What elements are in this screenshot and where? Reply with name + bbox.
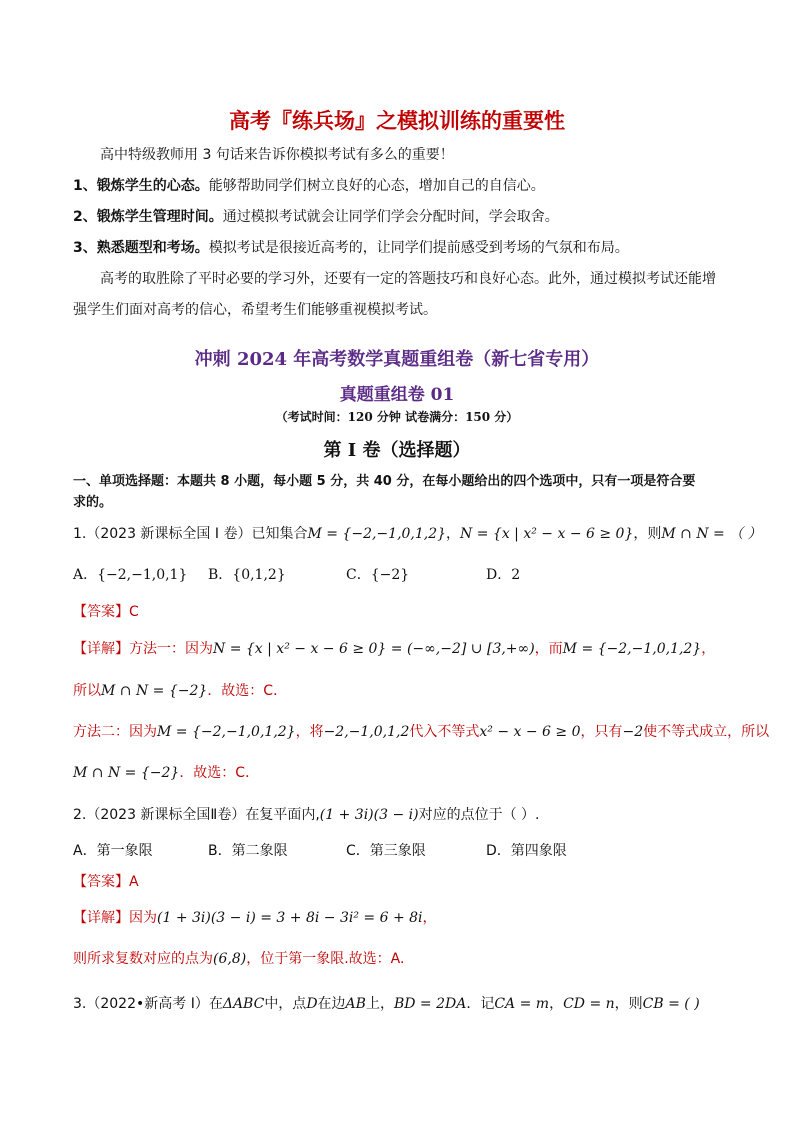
q1-answer <box>73 601 139 623</box>
q2-option-c: C．第三象限 <box>346 843 426 859</box>
answer-tag: 【答案】 <box>73 604 129 620</box>
intro-point-2 <box>73 206 559 228</box>
intro-closing-line1: 高考的取胜除了平时必要的学习外，还要有一定的答题技巧和良好心态。此外，通过模拟考试还能增 <box>100 271 716 287</box>
exam-title: 冲刺 2024 年高考数学真题重组卷（新七省专用） <box>194 349 600 370</box>
q2-detail-line1: 【详解】因为(1 + 3i)(3 − i) = 3 + 8i − 3i² = 6 + 8i， <box>73 910 437 926</box>
q1-detail-line1: 【详解】方法一：因为N = {x | x² − x − 6 ≥ 0} = (−∞,−2] ∪ [3,+∞)，而M = {−2,−1,0,1,2}， <box>73 641 716 657</box>
math-expr: M ∩ N = （ ） <box>661 526 762 542</box>
intro-lead: 高中特级教师用 3 句话来告诉你模拟考试有多么的重要！ <box>100 147 454 163</box>
q2-answer: 【答案】A <box>73 874 139 890</box>
q1-option-a: A．{−2,−1,0,1} <box>73 567 188 583</box>
q2-detail-line2: 则所求复数对应的点为(6,8)，位于第一象限.故选：A. <box>73 951 405 967</box>
point-head: 2、锻炼学生管理时间。 <box>73 209 223 225</box>
q-text: 1.（2023 新课标全国 I 卷）已知集合 <box>73 526 308 542</box>
q2-option-a: A．第一象限 <box>73 843 153 859</box>
intro-title: 高考『练兵场』之模拟训练的重要性 <box>229 109 565 133</box>
question-3-stem: 3.（2022•新高考 I）在ΔABC中，点D在边AB上，BD = 2DA．记CA = m，CD = n，则CB = ( ) <box>73 996 700 1012</box>
q1-option-b: B．{0,1,2} <box>208 567 286 583</box>
q1-detail-line3: 方法二：因为M = {−2,−1,0,1,2}，将−2,−1,0,1,2代入不等式x² − x − 6 ≥ 0，只有−2使不等式成立，所以 <box>73 724 770 740</box>
intro-point-3 <box>73 237 629 259</box>
q-text: ，则 <box>633 526 662 542</box>
answer-value: C <box>129 604 139 620</box>
point-text: 模拟考试是很接近高考的，让同学们提前感受到考场的气氛和布局。 <box>208 240 629 256</box>
exam-info: （考试时间：120 分钟 试卷满分：150 分） <box>275 410 519 424</box>
math-expr: N = {x | x² − x − 6 ≥ 0} <box>460 526 634 542</box>
question-1-stem: 1.（2023 新课标全国 I 卷）已知集合M = {−2,−1,0,1,2}，N = {x | x² − x − 6 ≥ 0}，则M ∩ N = （ ） <box>73 526 762 542</box>
section-heading-line2: 求的。 <box>73 495 113 510</box>
question-2-stem: 2.（2023 新课标全国Ⅱ卷）在复平面内,(1 + 3i)(3 − i)对应的点位于（ ）. <box>73 807 540 823</box>
point-text: 通过模拟考试就会让同学们学会分配时间，学会取舍。 <box>222 209 559 225</box>
intro-closing-line2: 强学生们面对高考的信心，希望考生们能够重视模拟考试。 <box>73 302 437 318</box>
point-head: 1、锻炼学生的心态。 <box>73 178 209 194</box>
exam-subtitle: 真题重组卷 01 <box>339 385 455 405</box>
section-heading-line1: 一、单项选择题：本题共 8 小题，每小题 5 分，共 40 分，在每小题给出的四个选项中，只有一项是符合要 <box>73 474 696 489</box>
q2-option-d: D．第四象限 <box>486 843 567 859</box>
q1-option-c: C．{−2} <box>346 567 410 583</box>
point-text: 能够帮助同学们树立良好的心态，增加自己的自信心。 <box>208 178 545 194</box>
q2-option-b: B．第二象限 <box>208 843 288 859</box>
math-expr: M = {−2,−1,0,1,2} <box>307 526 447 542</box>
q1-detail-line2: 所以M ∩ N = {−2}．故选：C． <box>73 683 288 699</box>
intro-point-1 <box>73 175 545 197</box>
q1-option-d: D．2 <box>486 567 521 583</box>
exam-part: 第 I 卷（选择题） <box>323 440 471 461</box>
q1-detail-line4: M ∩ N = {−2}．故选：C． <box>73 765 260 781</box>
point-head: 3、熟悉题型和考场。 <box>73 240 209 256</box>
